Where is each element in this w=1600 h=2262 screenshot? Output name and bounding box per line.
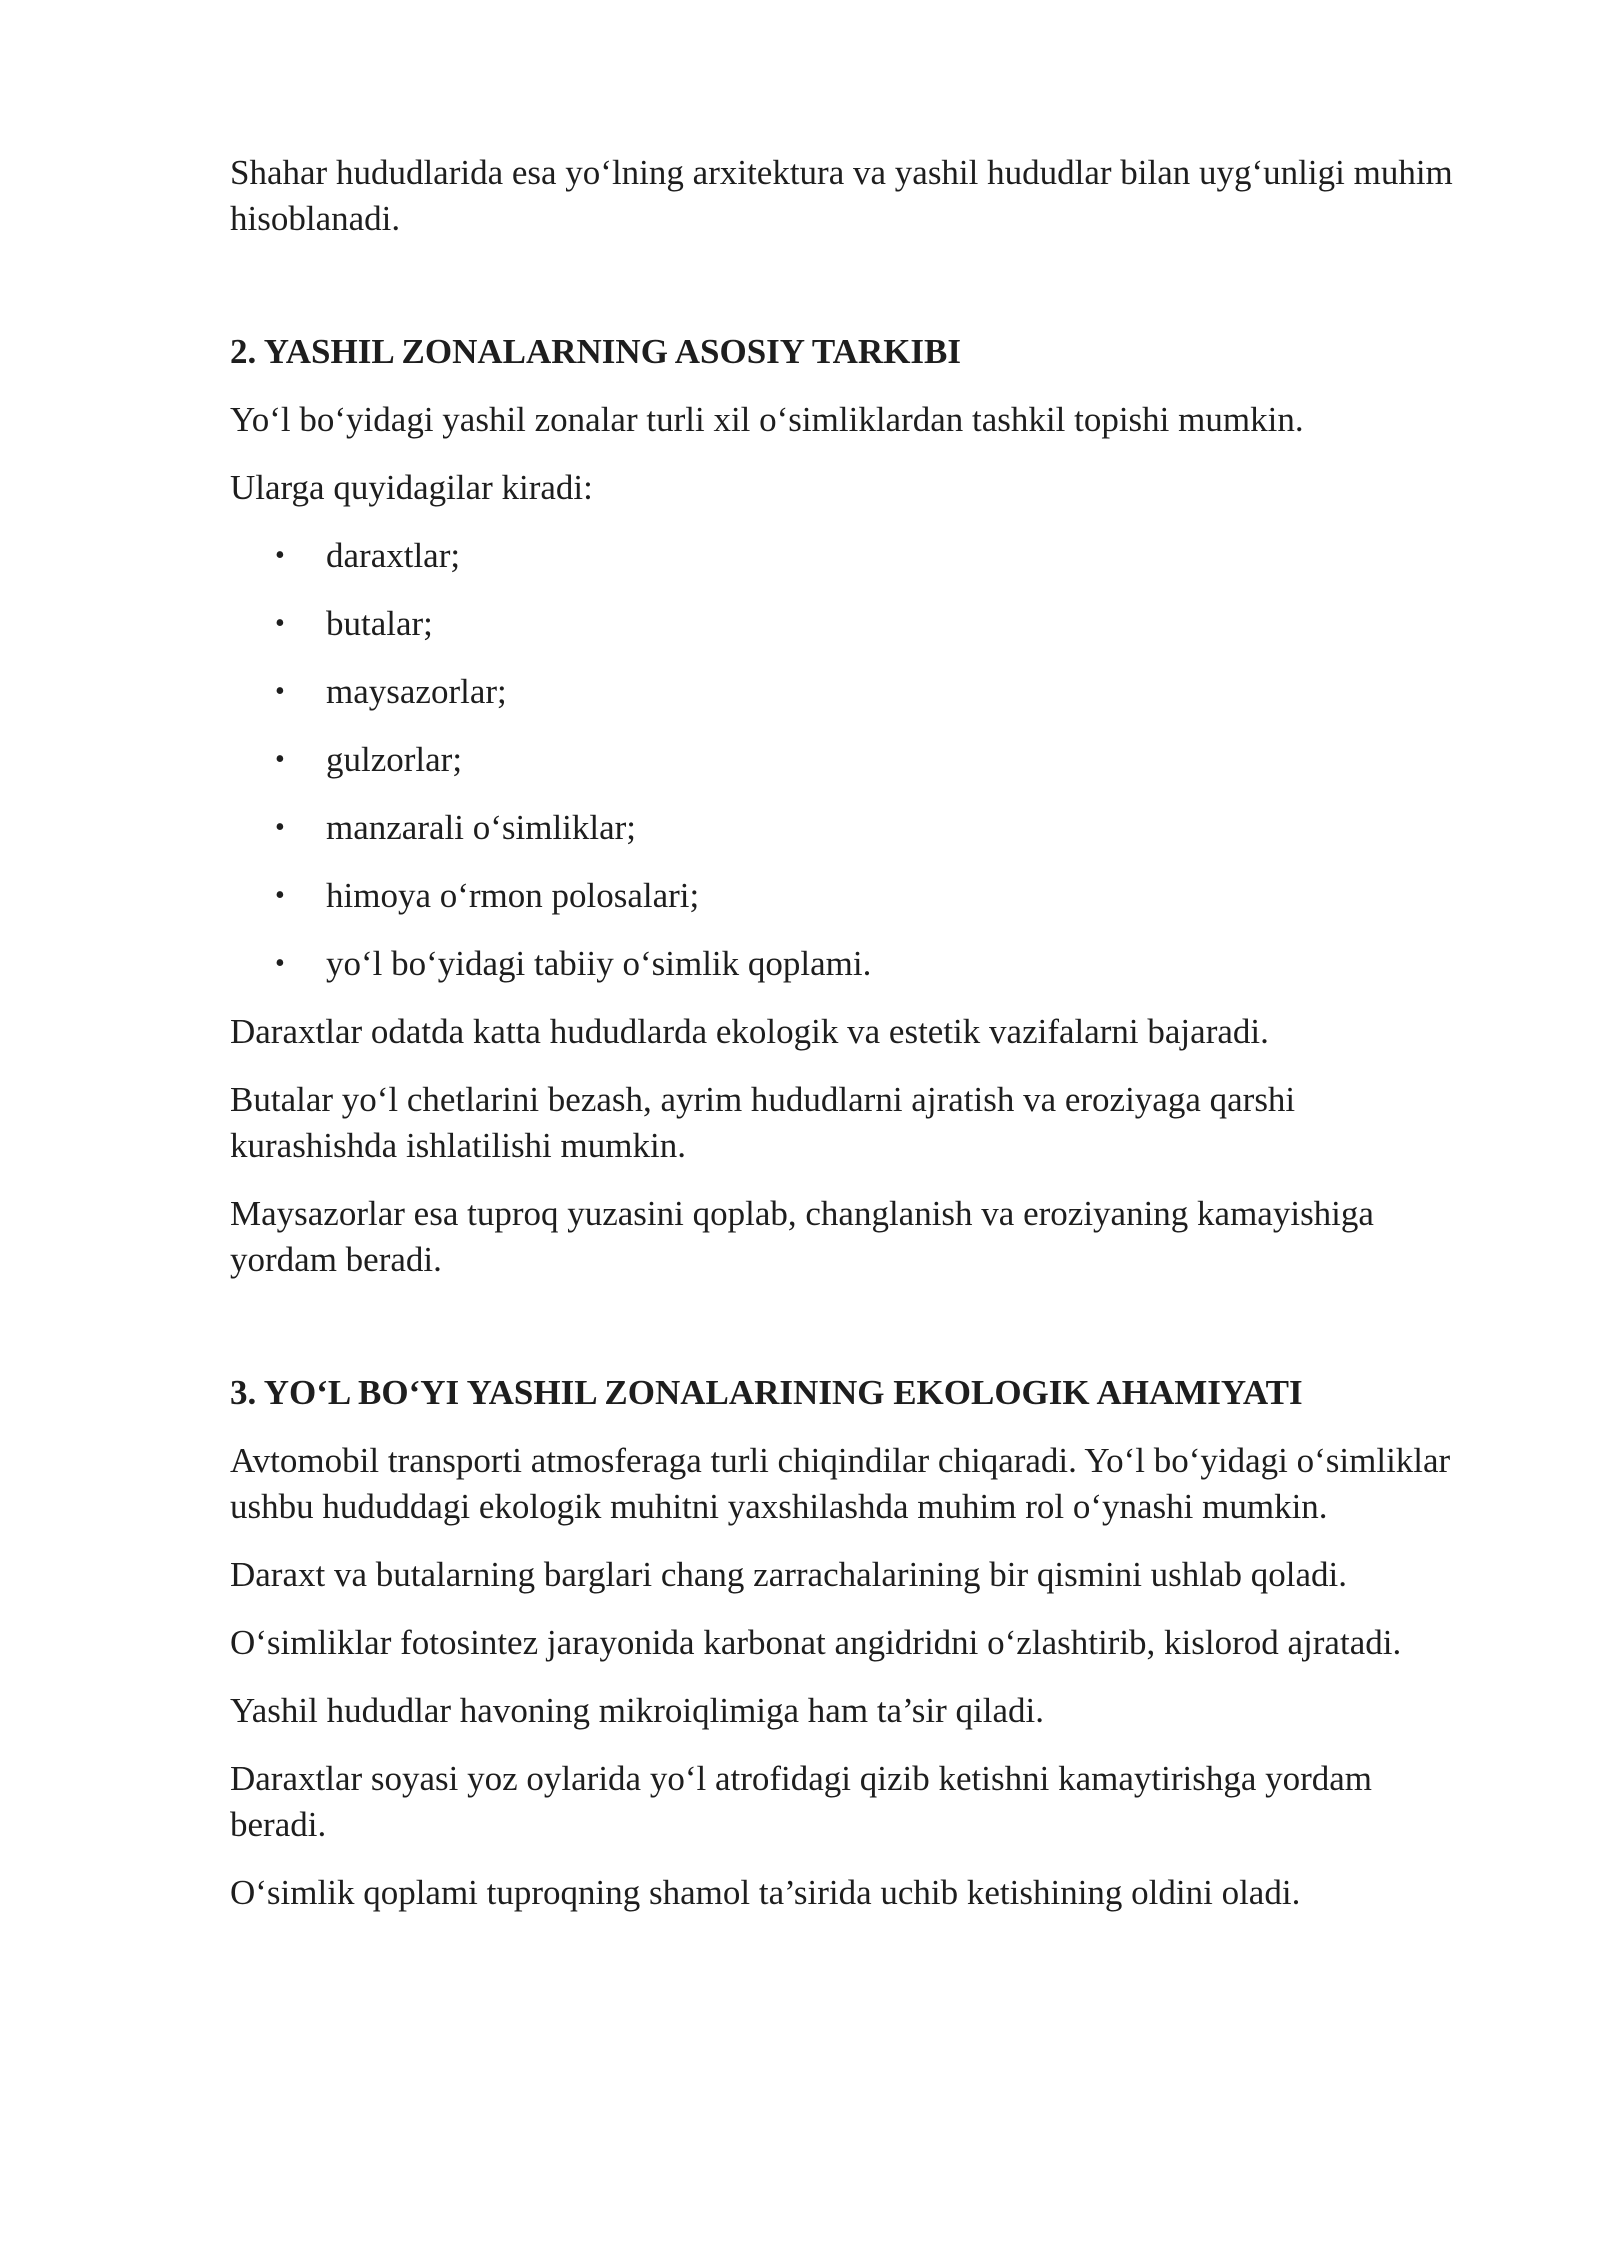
list-item bbox=[230, 805, 1470, 851]
list-item-text: butalar; bbox=[326, 604, 433, 643]
section-3-paragraph-3: O‘simliklar fotosintez jarayonida karbonat angidridni o‘zlashtirib, kislorod ajratadi. bbox=[230, 1623, 1402, 1662]
section-3-paragraph-4: Yashil hududlar havoning mikroiqlimiga ham ta’sir qiladi. bbox=[230, 1691, 1045, 1730]
list-item-text: maysazorlar; bbox=[326, 672, 507, 711]
list-item bbox=[230, 737, 1470, 783]
bullet-icon: • bbox=[275, 744, 285, 775]
section-spacer bbox=[230, 264, 1470, 329]
list-item bbox=[230, 533, 1470, 579]
list-item bbox=[230, 601, 1470, 647]
document-page bbox=[230, 150, 1470, 1938]
section-2-paragraph-4: Butalar yo‘l chetlarini bezash, ayrim hududlarni ajratish va eroziyaga qarshi kurashishda ishlatilishi mumkin. bbox=[230, 1080, 1296, 1165]
plant-types-list bbox=[230, 533, 1470, 987]
list-item bbox=[230, 873, 1470, 919]
section-spacer bbox=[230, 1305, 1470, 1370]
bullet-icon: • bbox=[275, 880, 285, 911]
bullet-icon: • bbox=[275, 812, 285, 843]
list-item-text: daraxtlar; bbox=[326, 536, 461, 575]
section-2-paragraph-2: Ularga quyidagilar kiradi: bbox=[230, 468, 593, 507]
section-2-heading: 2. YASHIL ZONALARNING ASOSIY TARKIBI bbox=[230, 332, 962, 371]
list-item-text: manzarali o‘simliklar; bbox=[326, 808, 637, 847]
bullet-icon: • bbox=[275, 948, 285, 979]
intro-paragraph: Shahar hududlarida esa yo‘lning arxitektura va yashil hududlar bilan uyg‘unligi muhim hisoblanadi. bbox=[230, 153, 1453, 238]
section-2-paragraph-1: Yo‘l bo‘yidagi yashil zonalar turli xil o‘simliklardan tashkil topishi mumkin. bbox=[230, 400, 1304, 439]
list-item-text: yo‘l bo‘yidagi tabiiy o‘simlik qoplami. bbox=[326, 944, 872, 983]
list-item-text: himoya o‘rmon polosalari; bbox=[326, 876, 700, 915]
section-3-heading: 3. YO‘L BO‘YI YASHIL ZONALARINING EKOLOGIK AHAMIYATI bbox=[230, 1373, 1303, 1412]
bullet-icon: • bbox=[275, 608, 285, 639]
section-2-paragraph-3: Daraxtlar odatda katta hududlarda ekologik va estetik vazifalarni bajaradi. bbox=[230, 1012, 1269, 1051]
section-3-paragraph-2: Daraxt va butalarning barglari chang zarrachalarining bir qismini ushlab qoladi. bbox=[230, 1555, 1348, 1594]
bullet-icon: • bbox=[275, 540, 285, 571]
list-item bbox=[230, 669, 1470, 715]
section-2-paragraph-5: Maysazorlar esa tuproq yuzasini qoplab, changlanish va eroziyaning kamayishiga yordam beradi. bbox=[230, 1194, 1374, 1279]
bullet-icon: • bbox=[275, 676, 285, 707]
list-item bbox=[230, 941, 1470, 987]
section-3-paragraph-6: O‘simlik qoplami tuproqning shamol ta’sirida uchib ketishining oldini oladi. bbox=[230, 1873, 1301, 1912]
list-item-text: gulzorlar; bbox=[326, 740, 463, 779]
section-3-paragraph-5: Daraxtlar soyasi yoz oylarida yo‘l atrofidagi qizib ketishni kamaytirishga yordam beradi. bbox=[230, 1759, 1373, 1844]
section-3-paragraph-1: Avtomobil transporti atmosferaga turli chiqindilar chiqaradi. Yo‘l bo‘yidagi o‘simliklar ushbu hududdagi ekologik muhitni yaxshilashda muhim rol o‘ynashi mumkin. bbox=[230, 1441, 1451, 1526]
